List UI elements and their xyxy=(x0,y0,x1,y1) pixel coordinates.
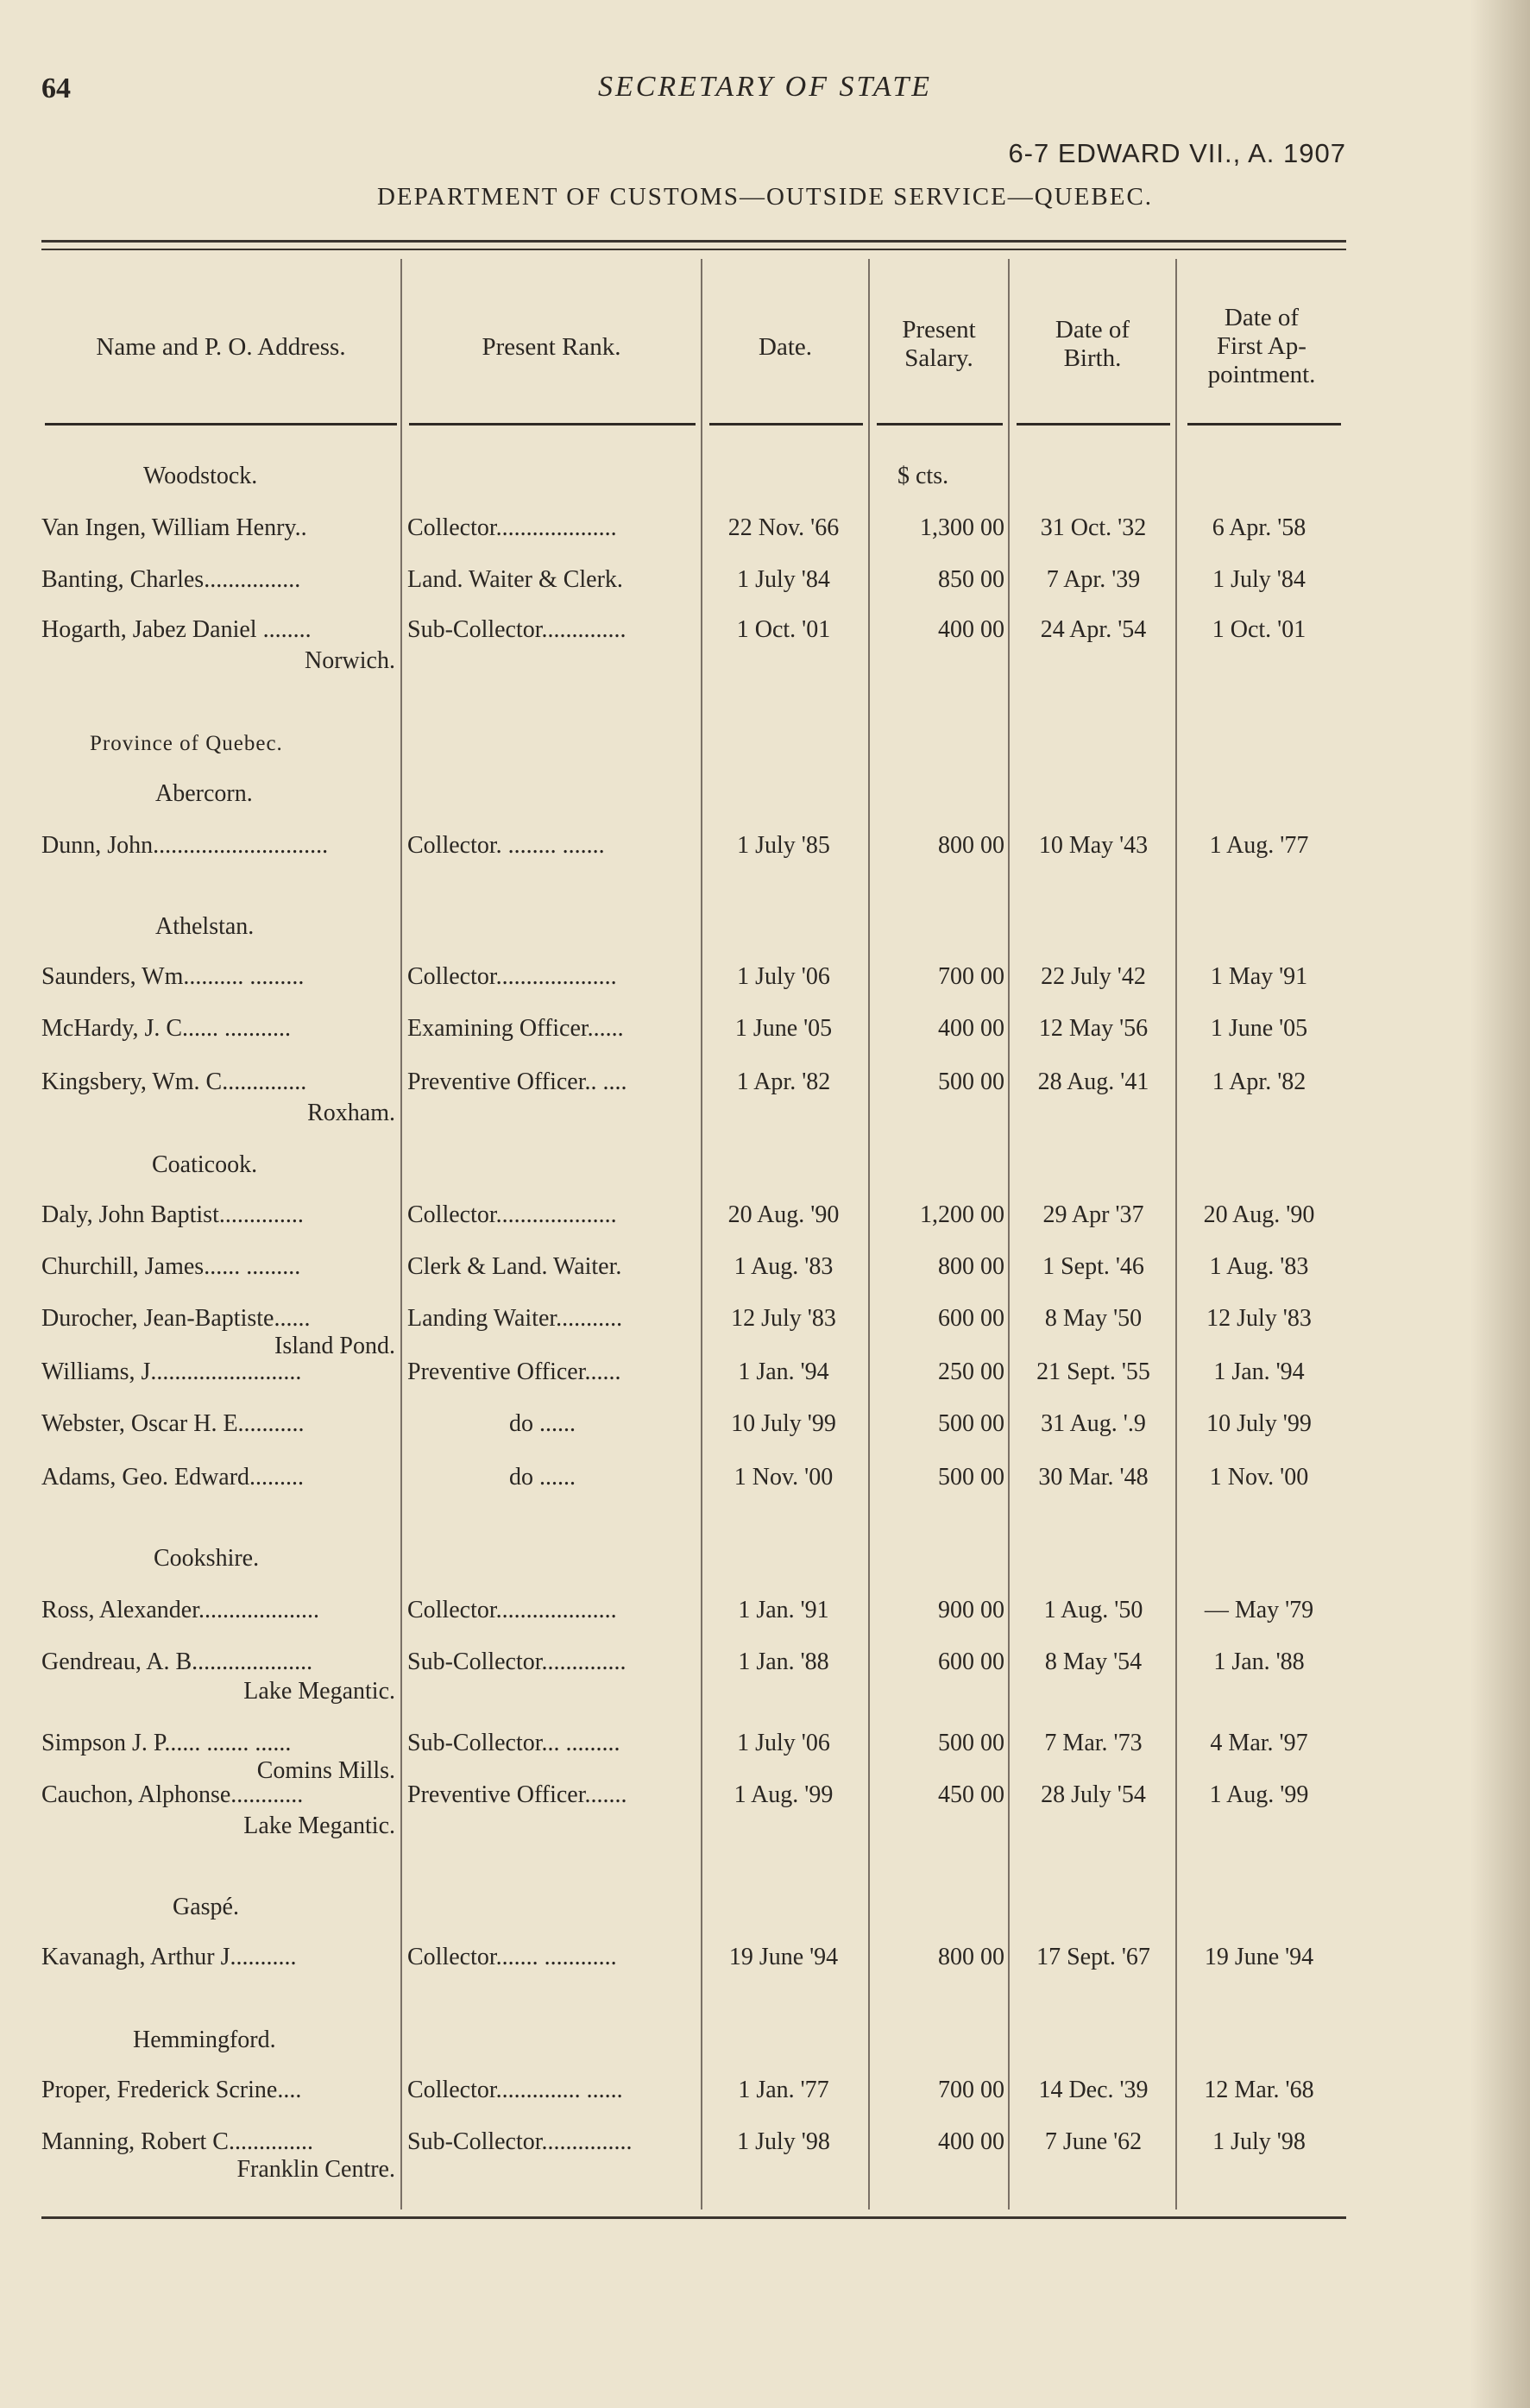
row-14-date: 1 Jan. '88 xyxy=(738,1648,829,1675)
row-7-dfa: 20 Aug. '90 xyxy=(1203,1201,1315,1228)
row-1-salary: 850 00 xyxy=(938,566,1004,593)
row-3-date: 1 July '85 xyxy=(737,832,830,859)
place-woodstock: Woodstock. xyxy=(143,463,258,489)
row-1-rank: Land. Waiter & Clerk. xyxy=(407,566,623,593)
row-18-dob: 14 Dec. '39 xyxy=(1038,2077,1149,2103)
row-2-rank: Sub-Collector.............. xyxy=(407,616,626,643)
row-19-dfa: 1 July '98 xyxy=(1212,2128,1306,2155)
row-17-name: Kavanagh, Arthur J........... xyxy=(41,1944,297,1970)
row-8-dfa: 1 Aug. '83 xyxy=(1209,1253,1309,1280)
session-label: 6-7 EDWARD VII., A. 1907 xyxy=(1008,138,1346,168)
bottom-rule xyxy=(41,2216,1346,2219)
header-underline-name xyxy=(45,423,397,425)
row-17-date: 19 June '94 xyxy=(728,1944,839,1970)
row-8-name: Churchill, James...... ......... xyxy=(41,1253,301,1280)
row-10-salary: 250 00 xyxy=(938,1358,1004,1385)
header-dfa-line2: First Ap- xyxy=(1217,332,1306,360)
header-underline-rank xyxy=(409,423,696,425)
row-4-name: Saunders, Wm.......... ......... xyxy=(41,963,305,990)
row-15-rank: Sub-Collector... ......... xyxy=(407,1730,620,1756)
row-19-sub: Franklin Centre. xyxy=(236,2156,395,2183)
row-7-rank: Collector.................... xyxy=(407,1201,617,1228)
row-12-rank: do ...... xyxy=(509,1464,576,1491)
row-14-rank: Sub-Collector.............. xyxy=(407,1648,626,1675)
row-10-dfa: 1 Jan. '94 xyxy=(1213,1358,1305,1385)
row-1-dob: 7 Apr. '39 xyxy=(1046,566,1141,593)
row-18-rank: Collector.............. ...... xyxy=(407,2077,623,2103)
row-13-dob: 1 Aug. '50 xyxy=(1043,1597,1143,1623)
header-rank: Present Rank. xyxy=(482,333,621,361)
row-3-dfa: 1 Aug. '77 xyxy=(1209,832,1309,859)
row-15-name: Simpson J. P...... ....... ...... xyxy=(41,1730,292,1756)
row-9-salary: 600 00 xyxy=(938,1305,1004,1332)
row-4-date: 1 July '06 xyxy=(737,963,830,990)
row-3-salary: 800 00 xyxy=(938,832,1004,859)
row-19-salary: 400 00 xyxy=(938,2128,1004,2155)
row-0-rank: Collector.................... xyxy=(407,514,617,541)
row-9-dfa: 12 July '83 xyxy=(1206,1305,1312,1332)
place-cookshire: Cookshire. xyxy=(154,1545,260,1572)
col-sep-2 xyxy=(701,259,702,2209)
place-abercorn: Abercorn. xyxy=(155,780,253,807)
province-heading: Province of Quebec. xyxy=(90,732,283,755)
row-19-name: Manning, Robert C.............. xyxy=(41,2128,313,2155)
row-4-salary: 700 00 xyxy=(938,963,1004,990)
row-16-name: Cauchon, Alphonse............ xyxy=(41,1781,304,1808)
row-0-dfa: 6 Apr. '58 xyxy=(1212,514,1306,541)
row-17-salary: 800 00 xyxy=(938,1944,1004,1970)
row-16-dob: 28 July '54 xyxy=(1041,1781,1146,1808)
row-16-dfa: 1 Aug. '99 xyxy=(1209,1781,1309,1808)
row-6-sub: Roxham. xyxy=(307,1100,395,1126)
place-athelstan: Athelstan. xyxy=(155,913,255,940)
row-2-dfa: 1 Oct. '01 xyxy=(1212,616,1306,643)
place-coaticook: Coaticook. xyxy=(152,1151,258,1178)
row-19-date: 1 July '98 xyxy=(737,2128,830,2155)
row-15-date: 1 July '06 xyxy=(737,1730,830,1756)
row-7-dob: 29 Apr '37 xyxy=(1042,1201,1144,1228)
row-17-dfa: 19 June '94 xyxy=(1204,1944,1314,1970)
row-2-salary: 400 00 xyxy=(938,616,1004,643)
row-9-dob: 8 May '50 xyxy=(1044,1305,1143,1332)
row-5-rank: Examining Officer...... xyxy=(407,1015,624,1042)
row-8-rank: Clerk & Land. Waiter. xyxy=(407,1253,622,1280)
row-0-dob: 31 Oct. '32 xyxy=(1040,514,1147,541)
row-3-name: Dunn, John............................. xyxy=(41,832,329,859)
row-16-salary: 450 00 xyxy=(938,1781,1004,1808)
row-11-name: Webster, Oscar H. E........... xyxy=(41,1410,305,1437)
row-14-name: Gendreau, A. B.................... xyxy=(41,1648,313,1675)
row-15-dfa: 4 Mar. '97 xyxy=(1210,1730,1308,1756)
row-12-dob: 30 Mar. '48 xyxy=(1038,1464,1149,1491)
row-18-salary: 700 00 xyxy=(938,2077,1004,2103)
row-6-date: 1 Apr. '82 xyxy=(736,1068,831,1095)
row-0-date: 22 Nov. '66 xyxy=(727,514,840,541)
row-19-rank: Sub-Collector............... xyxy=(407,2128,633,2155)
header-birth xyxy=(1010,316,1175,373)
row-17-dob: 17 Sept. '67 xyxy=(1036,1944,1150,1970)
row-4-dob: 22 July '42 xyxy=(1041,963,1146,990)
row-10-rank: Preventive Officer...... xyxy=(407,1358,621,1385)
row-8-salary: 800 00 xyxy=(938,1253,1004,1280)
row-13-date: 1 Jan. '91 xyxy=(738,1597,829,1623)
row-11-dob: 31 Aug. '.9 xyxy=(1041,1410,1146,1437)
row-12-name: Adams, Geo. Edward......... xyxy=(41,1464,305,1491)
row-14-dfa: 1 Jan. '88 xyxy=(1213,1648,1305,1675)
currency-label: $ cts. xyxy=(897,463,949,489)
row-8-dob: 1 Sept. '46 xyxy=(1042,1253,1144,1280)
header-birth-line2: Birth. xyxy=(1063,344,1122,372)
row-16-rank: Preventive Officer....... xyxy=(407,1781,627,1808)
row-3-dob: 10 May '43 xyxy=(1038,832,1149,859)
row-8-date: 1 Aug. '83 xyxy=(734,1253,834,1280)
row-2-name: Hogarth, Jabez Daniel ........ xyxy=(41,616,312,643)
header-underline-salary xyxy=(877,423,1003,425)
row-16-date: 1 Aug. '99 xyxy=(734,1781,834,1808)
row-11-salary: 500 00 xyxy=(938,1410,1004,1437)
row-4-rank: Collector.................... xyxy=(407,963,617,990)
row-0-salary: 1,300 00 xyxy=(920,514,1004,541)
row-18-name: Proper, Frederick Scrine.... xyxy=(41,2077,302,2103)
row-3-rank: Collector. ........ ....... xyxy=(407,832,605,859)
row-12-salary: 500 00 xyxy=(938,1464,1004,1491)
header-salary xyxy=(870,316,1008,373)
row-10-dob: 21 Sept. '55 xyxy=(1036,1358,1150,1385)
row-10-date: 1 Jan. '94 xyxy=(738,1358,829,1385)
row-6-salary: 500 00 xyxy=(938,1068,1004,1095)
row-7-date: 20 Aug. '90 xyxy=(727,1201,840,1228)
row-1-name: Banting, Charles................ xyxy=(41,566,301,593)
row-7-name: Daly, John Baptist.............. xyxy=(41,1201,304,1228)
row-9-sub: Island Pond. xyxy=(274,1333,395,1359)
row-5-date: 1 June '05 xyxy=(734,1015,833,1042)
header-salary-line1: Present xyxy=(902,316,976,344)
row-6-name: Kingsbery, Wm. C.............. xyxy=(41,1068,307,1095)
row-15-sub: Comins Mills. xyxy=(256,1757,395,1784)
row-5-name: McHardy, J. C...... ........... xyxy=(41,1015,292,1042)
header-birth-line1: Date of xyxy=(1055,316,1130,344)
row-10-name: Williams, J......................... xyxy=(41,1358,302,1385)
header-underline-date xyxy=(709,423,863,425)
col-sep-4 xyxy=(1008,259,1010,2209)
header-dfa-line1: Date of xyxy=(1224,304,1300,331)
row-13-dfa: — May '79 xyxy=(1204,1597,1314,1623)
row-5-salary: 400 00 xyxy=(938,1015,1004,1042)
row-15-salary: 500 00 xyxy=(938,1730,1004,1756)
row-9-name: Durocher, Jean-Baptiste...... xyxy=(41,1305,311,1332)
row-17-rank: Collector....... ............ xyxy=(407,1944,617,1970)
running-head: SECRETARY OF STATE xyxy=(597,71,933,103)
row-4-dfa: 1 May '91 xyxy=(1210,963,1308,990)
row-13-rank: Collector.................... xyxy=(407,1597,617,1623)
row-12-dfa: 1 Nov. '00 xyxy=(1209,1464,1309,1491)
row-11-dfa: 10 July '99 xyxy=(1206,1410,1312,1437)
row-0-name: Van Ingen, William Henry.. xyxy=(41,514,307,541)
place-hemmingford: Hemmingford. xyxy=(133,2027,276,2053)
row-18-date: 1 Jan. '77 xyxy=(738,2077,829,2103)
row-6-dfa: 1 Apr. '82 xyxy=(1212,1068,1306,1095)
col-sep-3 xyxy=(868,259,870,2209)
row-5-dob: 12 May '56 xyxy=(1038,1015,1149,1042)
department-title: DEPARTMENT OF CUSTOMS—OUTSIDE SERVICE—QUEBEC. xyxy=(376,183,1154,211)
row-6-dob: 28 Aug. '41 xyxy=(1037,1068,1149,1095)
row-1-date: 1 July '84 xyxy=(737,566,830,593)
header-name: Name and P. O. Address. xyxy=(96,333,346,361)
row-1-dfa: 1 July '84 xyxy=(1212,566,1306,593)
row-14-salary: 600 00 xyxy=(938,1648,1004,1675)
row-11-date: 10 July '99 xyxy=(731,1410,836,1437)
row-2-date: 1 Oct. '01 xyxy=(736,616,831,643)
row-19-dob: 7 June '62 xyxy=(1044,2128,1143,2155)
row-15-dob: 7 Mar. '73 xyxy=(1044,1730,1143,1756)
header-salary-line2: Salary. xyxy=(904,344,973,372)
row-7-salary: 1,200 00 xyxy=(920,1201,1004,1228)
row-2-sub: Norwich. xyxy=(305,647,395,674)
row-11-rank: do ...... xyxy=(509,1410,576,1437)
row-9-rank: Landing Waiter........... xyxy=(407,1305,623,1332)
header-date: Date. xyxy=(759,333,812,361)
header-underline-birth xyxy=(1017,423,1170,425)
row-14-dob: 8 May '54 xyxy=(1044,1648,1143,1675)
page-number: 64 xyxy=(41,72,71,104)
row-13-name: Ross, Alexander.................... xyxy=(41,1597,319,1623)
header-underline-dfa xyxy=(1187,423,1341,425)
header-first-appointment xyxy=(1177,304,1346,389)
row-2-dob: 24 Apr. '54 xyxy=(1040,616,1147,643)
row-9-date: 12 July '83 xyxy=(731,1305,836,1332)
col-sep-5 xyxy=(1175,259,1177,2209)
col-sep-1 xyxy=(400,259,402,2209)
row-14-sub: Lake Megantic. xyxy=(243,1678,395,1705)
row-5-dfa: 1 June '05 xyxy=(1210,1015,1308,1042)
header-dfa-line3: pointment. xyxy=(1207,361,1316,388)
row-18-dfa: 12 Mar. '68 xyxy=(1204,2077,1314,2103)
row-12-date: 1 Nov. '00 xyxy=(734,1464,834,1491)
place-gaspe: Gaspé. xyxy=(173,1894,239,1920)
row-16-sub: Lake Megantic. xyxy=(243,1812,395,1839)
row-6-rank: Preventive Officer.. .... xyxy=(407,1068,627,1095)
row-13-salary: 900 00 xyxy=(938,1597,1004,1623)
